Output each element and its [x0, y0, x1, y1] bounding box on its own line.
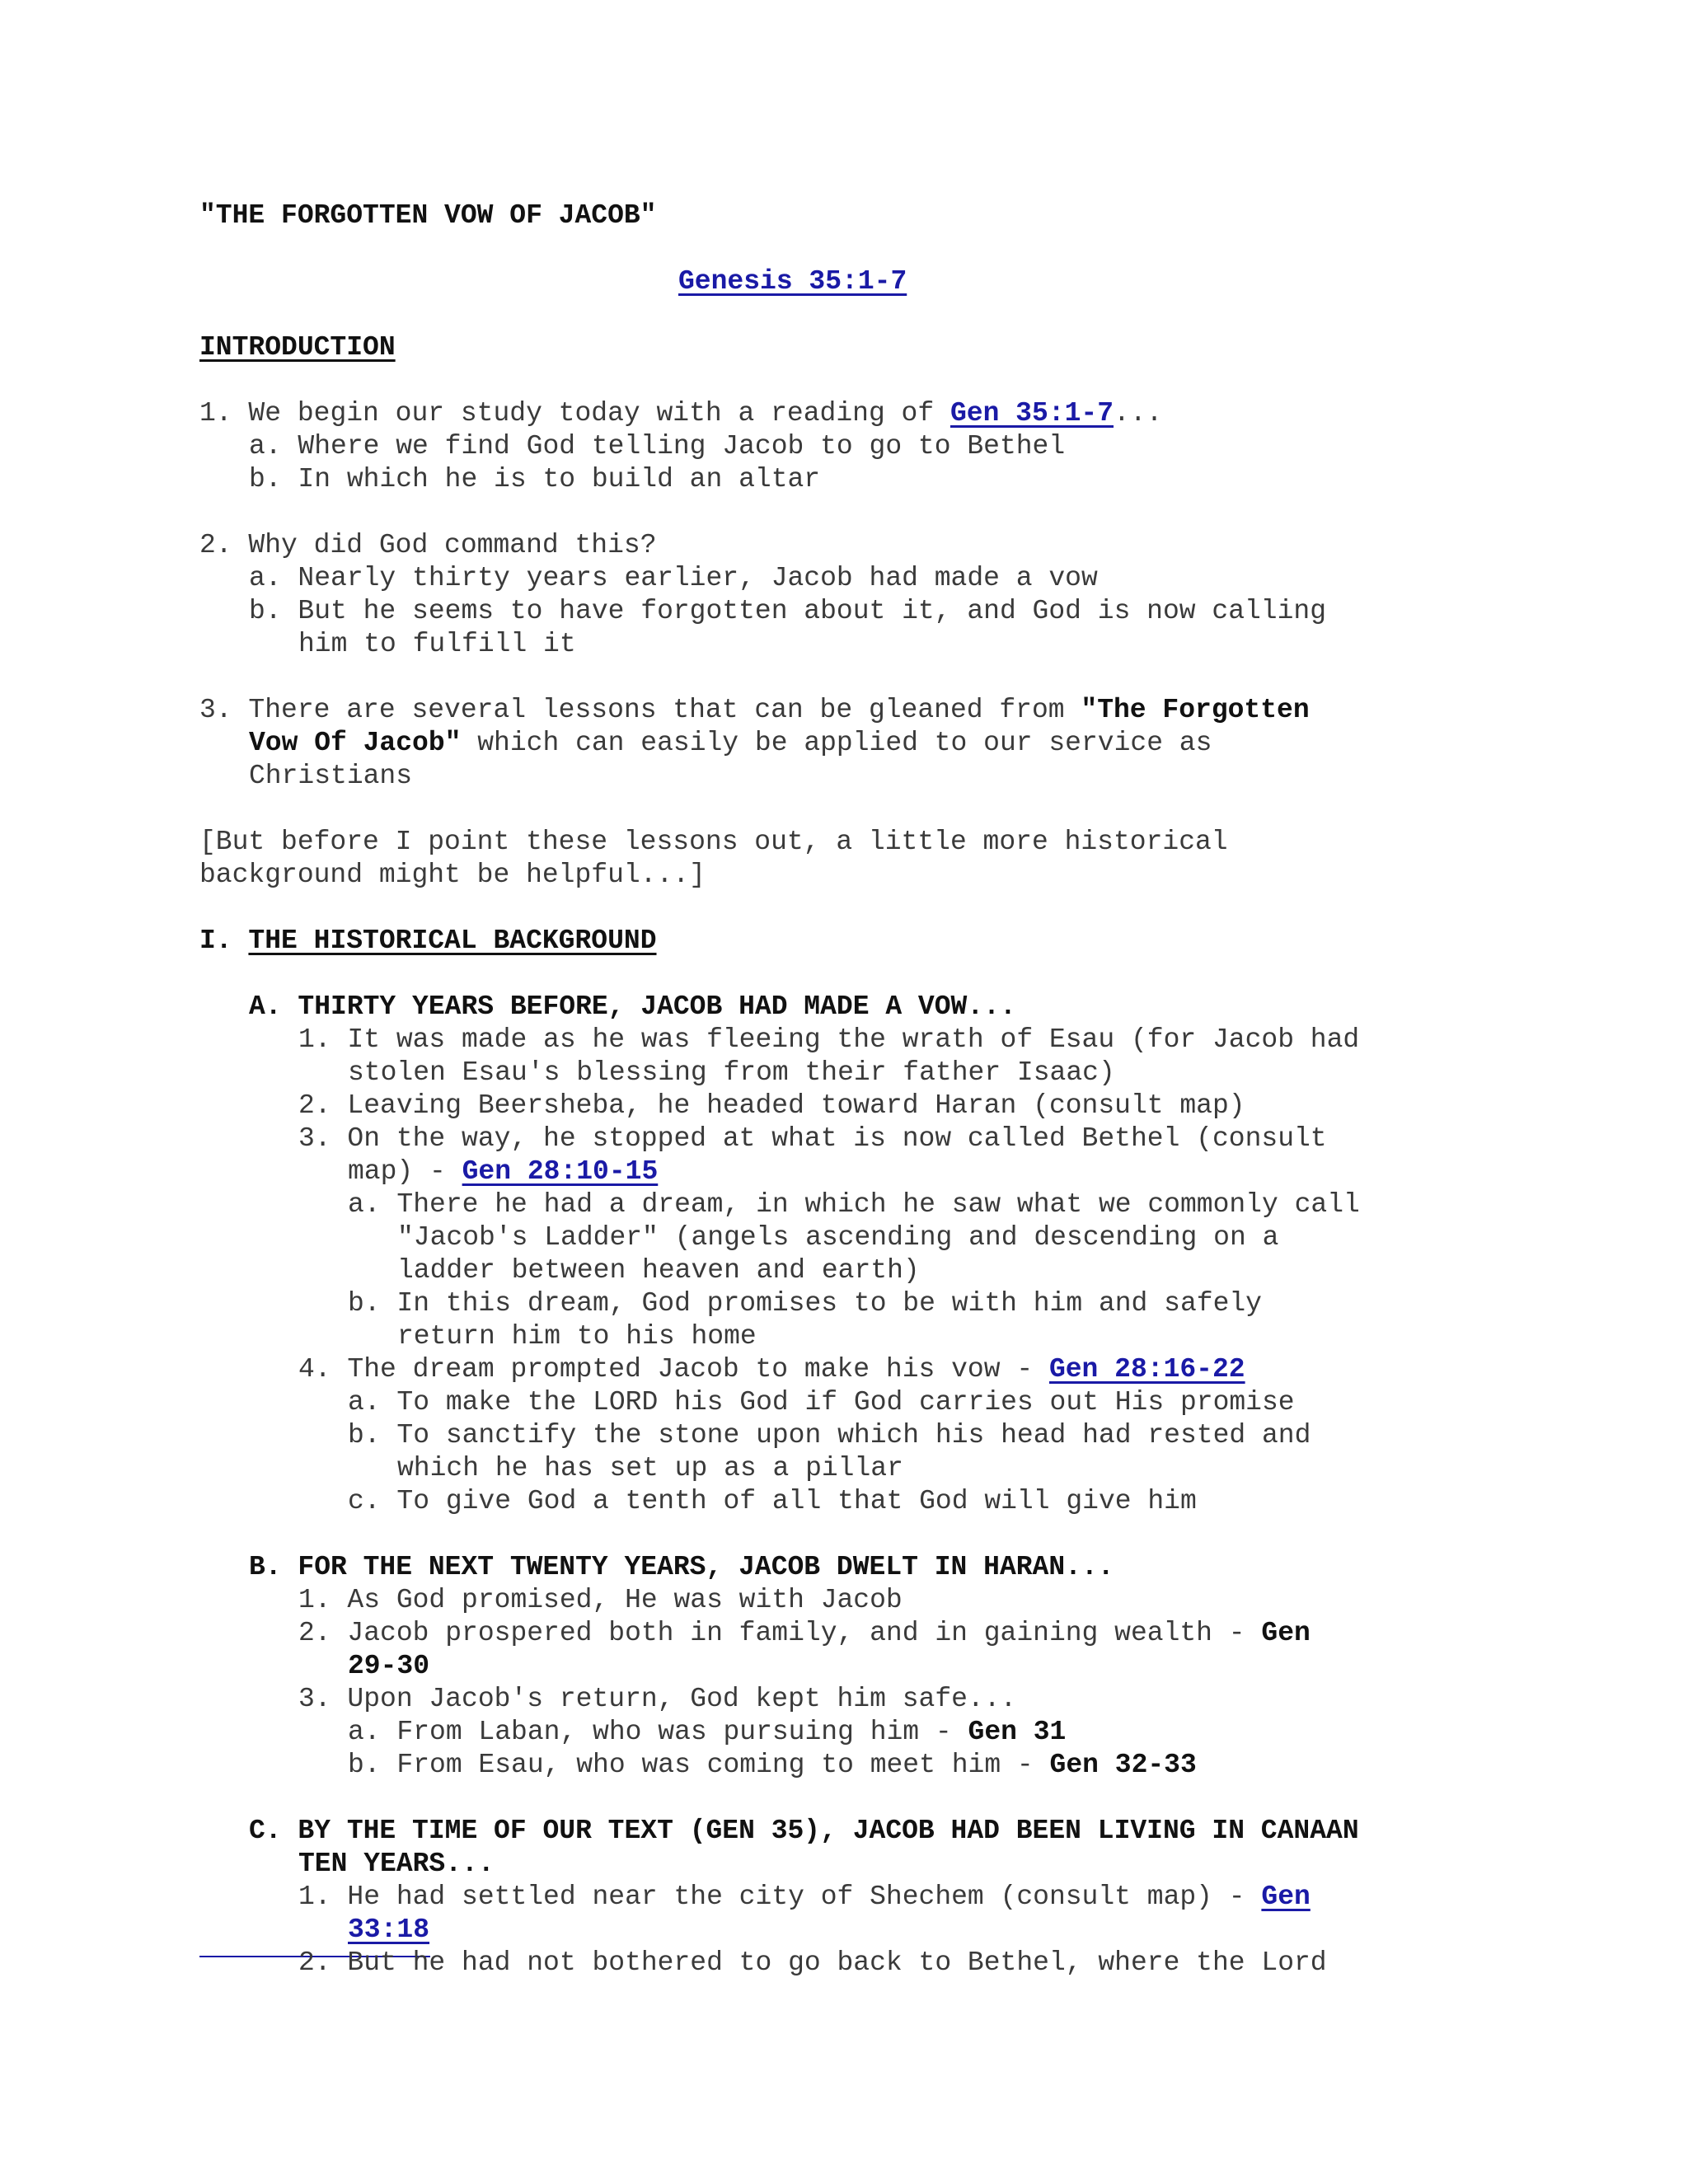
- b-point-2-cont: 29-30: [348, 1651, 430, 1681]
- a-point-1-cont: stolen Esau's blessing from their father Isaac): [348, 1057, 1115, 1088]
- intro-point-1: [199, 397, 1162, 430]
- scripture-reference: Gen: [1261, 1618, 1311, 1648]
- scripture-link[interactable]: Genesis 35:1-7: [678, 266, 907, 297]
- b-point-3a: [348, 1716, 1066, 1749]
- a-point-3a-cont2: ladder between heaven and earth): [397, 1255, 920, 1286]
- section-number: I.: [199, 926, 249, 956]
- section-1-heading: [199, 925, 657, 958]
- scripture-link[interactable]: Gen: [1261, 1882, 1311, 1912]
- transition-text: [But before I point these lessons out, a little more historical: [199, 827, 1228, 857]
- transition-text-cont: background might be helpful...]: [199, 860, 706, 890]
- intro-point-2: [199, 529, 657, 562]
- a-point-4a: a. To make the LORD his God if God carries out His promise: [348, 1387, 1295, 1418]
- intro-point-2b: b. But he seems to have forgotten about it, and God is now calling: [249, 596, 1327, 626]
- subsection-c-heading: C. BY THE TIME OF OUR TEXT (GEN 35), JACOB HAD BEEN LIVING IN CANAAN: [249, 1816, 1359, 1846]
- a-point-2: 2. Leaving Beersheba, he headed toward Haran (consult map): [298, 1090, 1245, 1121]
- subsection-c-heading-cont: TEN YEARS...: [298, 1849, 495, 1879]
- b-point-3b: [348, 1749, 1197, 1782]
- intro-point-1b: b. In which he is to build an altar: [249, 464, 821, 494]
- subsection-b-heading: B. FOR THE NEXT TWENTY YEARS, JACOB DWELT IN HARAN...: [249, 1552, 1114, 1582]
- scripture-link[interactable]: Gen 35:1-7: [950, 398, 1114, 429]
- scripture-link[interactable]: Gen 28:10-15: [462, 1156, 659, 1187]
- list-text: 1. He had settled near the city of Shechem (consult map) -: [298, 1882, 1262, 1912]
- intro-point-3-cont: [249, 727, 1212, 760]
- a-point-4b: b. To sanctify the stone upon which his head had rested and: [348, 1420, 1311, 1451]
- list-text: map) -: [348, 1156, 462, 1187]
- b-point-3: 3. Upon Jacob's return, God kept him safe...: [298, 1684, 1017, 1714]
- list-text: Why did God command this?: [248, 530, 657, 560]
- a-point-1: 1. It was made as he was fleeing the wrath of Esau (for Jacob had: [298, 1024, 1360, 1055]
- list-text: We begin our study today with a reading of: [248, 398, 950, 429]
- a-point-3a-cont: "Jacob's Ladder" (angels ascending and descending on a: [397, 1222, 1279, 1253]
- scripture-link[interactable]: Gen 28:16-22: [1048, 1354, 1245, 1385]
- b-point-1: 1. As God promised, He was with Jacob: [298, 1585, 903, 1615]
- emphasis-text: "The Forgotten: [1081, 695, 1310, 725]
- document-title: "THE FORGOTTEN VOW OF JACOB": [199, 200, 657, 231]
- list-text: which can easily be applied to our service as: [461, 728, 1212, 758]
- introduction-heading: INTRODUCTION: [199, 332, 396, 363]
- a-point-3-cont: [348, 1155, 658, 1188]
- a-point-4b-cont: which he has set up as a pillar: [397, 1453, 903, 1483]
- c-point-2: 2. But he had not bothered to go back to Bethel, where the Lord: [298, 1947, 1327, 1978]
- c-point-1: [298, 1881, 1311, 1914]
- intro-point-1a: a. Where we find God telling Jacob to go to Bethel: [249, 431, 1066, 462]
- subsection-a-heading: A. THIRTY YEARS BEFORE, JACOB HAD MADE A VOW...: [249, 991, 1016, 1022]
- b-point-2: [298, 1617, 1311, 1650]
- scripture-reference: Gen 31: [968, 1717, 1067, 1747]
- list-text: b. From Esau, who was coming to meet him -: [348, 1750, 1050, 1780]
- list-text: 4. The dream prompted Jacob to make his vow -: [298, 1354, 1049, 1385]
- scripture-reference-line: [678, 265, 907, 298]
- scripture-link[interactable]: 33:18: [348, 1915, 430, 1945]
- list-text: 2. Jacob prospered both in family, and in gaining wealth -: [298, 1618, 1262, 1648]
- a-point-4: [298, 1353, 1245, 1386]
- intro-point-2a: a. Nearly thirty years earlier, Jacob had made a vow: [249, 563, 1098, 593]
- section-title: THE HISTORICAL BACKGROUND: [248, 926, 657, 956]
- list-text: a. From Laban, who was pursuing him -: [348, 1717, 968, 1747]
- a-point-4c: c. To give God a tenth of all that God will give him: [348, 1486, 1197, 1516]
- list-text: There are several lessons that can be gleaned from: [248, 695, 1081, 725]
- intro-point-3: [199, 694, 1310, 727]
- a-point-3a: a. There he had a dream, in which he saw what we commonly call: [348, 1189, 1360, 1220]
- list-text: ...: [1114, 398, 1163, 429]
- list-number: 3.: [199, 695, 249, 725]
- list-number: 1.: [199, 398, 249, 429]
- emphasis-text: Vow Of Jacob": [249, 728, 462, 758]
- intro-point-2b-cont: him to fulfill it: [298, 629, 576, 659]
- scripture-reference: Gen 32-33: [1049, 1750, 1197, 1780]
- a-point-3b-cont: return him to his home: [397, 1321, 757, 1352]
- intro-point-3-cont2: Christians: [249, 761, 413, 791]
- c-point-1-cont: [348, 1914, 429, 1947]
- a-point-3b: b. In this dream, God promises to be with him and safely: [348, 1288, 1262, 1319]
- list-number: 2.: [199, 530, 249, 560]
- a-point-3: 3. On the way, he stopped at what is now called Bethel (consult: [298, 1123, 1327, 1154]
